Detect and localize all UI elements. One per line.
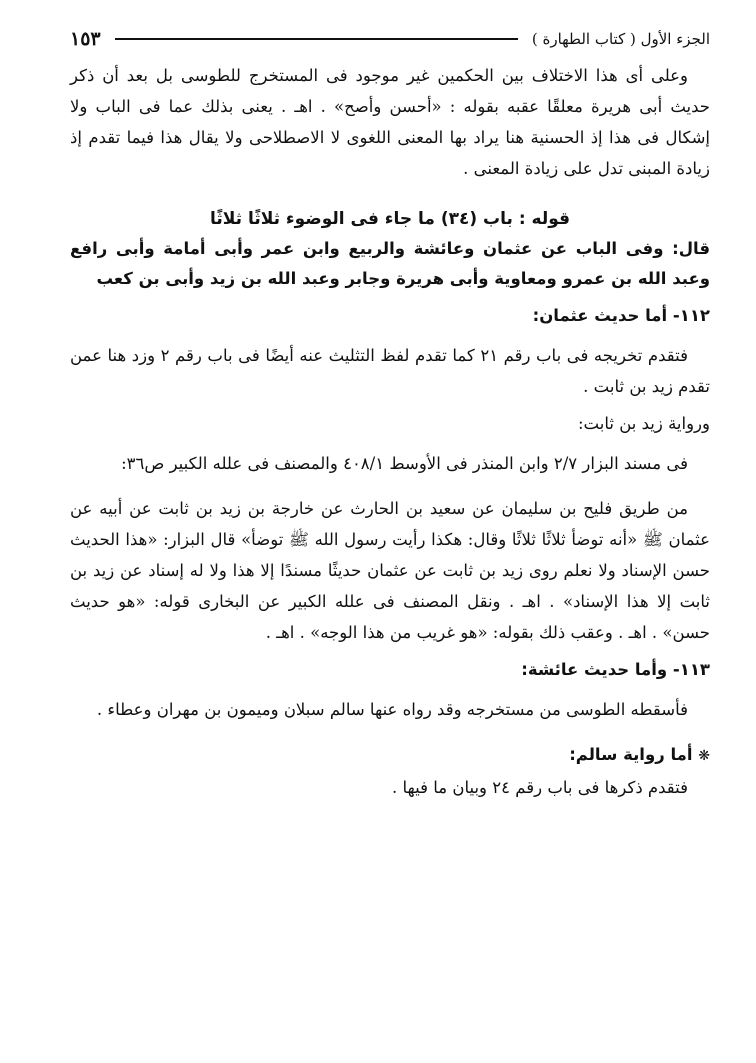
star-icon: ❋ [698, 748, 710, 764]
running-header [70, 18, 710, 60]
heading-salim-text: أما رواية سالم: [569, 745, 693, 764]
paragraph-zayd-body: من طريق فليح بن سليمان عن سعيد بن الحارث عن خارجة بن زيد بن ثابت عن أبيه عن عثمان ﷺ «أنه توضأ ثلاثًا ثلاثًا وقال: هكذا رأيت رسول الله ﷺ توضأ» قال البزار: «هذا الحديث حسن الإسناد ولا نعلم روى زيد بن ثابت عن عثمان حديثًا مسندًا إلا هذا ولا له إسناد عن زيد بن ثابت إلا هذا الإسناد» . اهـ . ونقل المصنف فى علله الكبير عن البخارى قوله: «هو حديث حسن» . اهـ . وعقب ذلك بقوله: «هو غريب من هذا الوجه» . اهـ . [70, 499, 710, 642]
heading-113: ١١٣- وأما حديث عائشة: [521, 660, 710, 679]
heading-112: ١١٢- أما حديث عثمان: [532, 306, 710, 325]
paragraph-113: فأسقطه الطوسى من مستخرجه وقد رواه عنها سالم سبلان وميمون بن مهران وعطاء . [96, 700, 688, 719]
chapter-title: قوله : باب (٣٤) ما جاء فى الوضوء ثلاثًا ثلاثًا [209, 209, 571, 229]
intro-paragraph: وعلى أى هذا الاختلاف بين الحكمين غير موجود فى المستخرج للطوسى بل بعد أن ذكر حديث أبى هريرة معلقًا عقبه بقوله : «أحسن وأصح» . اهـ . يعنى بذلك عما فى الباب ولا إشكال فى هذا إذ الحسنية هنا يراد بها المعنى اللغوى لا الاصطلاحى ولا يقال هذا فيما تقدم إذ زيادة المبنى تدل على زيادة المعنى . [70, 66, 710, 178]
heading-zayd: ورواية زيد بن ثابت: [577, 414, 710, 433]
page-number: ١٥٣ [70, 28, 101, 50]
paragraph-zayd-sources: فى مسند البزار ٢/٧ وابن المنذر فى الأوسط ٤٠٨/١ والمصنف فى علله الكبير ص٣٦: [121, 454, 688, 473]
running-title: الجزء الأول ( كتاب الطهارة ) [531, 30, 710, 48]
heading-salim [70, 739, 710, 772]
paragraph-salim: فتقدم ذكرها فى باب رقم ٢٤ وبيان ما فيها . [392, 778, 688, 797]
bab-text: وفى الباب عن عثمان وعائشة والربيع وابن عمر وأبى أمامة وأبى رافع وعبد الله بن عمرو ومعاوية وأبى هريرة وجابر وعبد الله بن زيد وأبى بن كعب [70, 239, 710, 288]
bab-paragraph [70, 234, 710, 294]
qal-label: قال: [672, 239, 711, 258]
header-rule [115, 38, 518, 40]
page [70, 18, 710, 803]
paragraph-112: فتقدم تخريجه فى باب رقم ٢١ كما تقدم لفظ التثليث عنه أيضًا فى باب رقم ٢ وزد هنا عمن تقدم زيد بن ثابت . [70, 346, 710, 396]
